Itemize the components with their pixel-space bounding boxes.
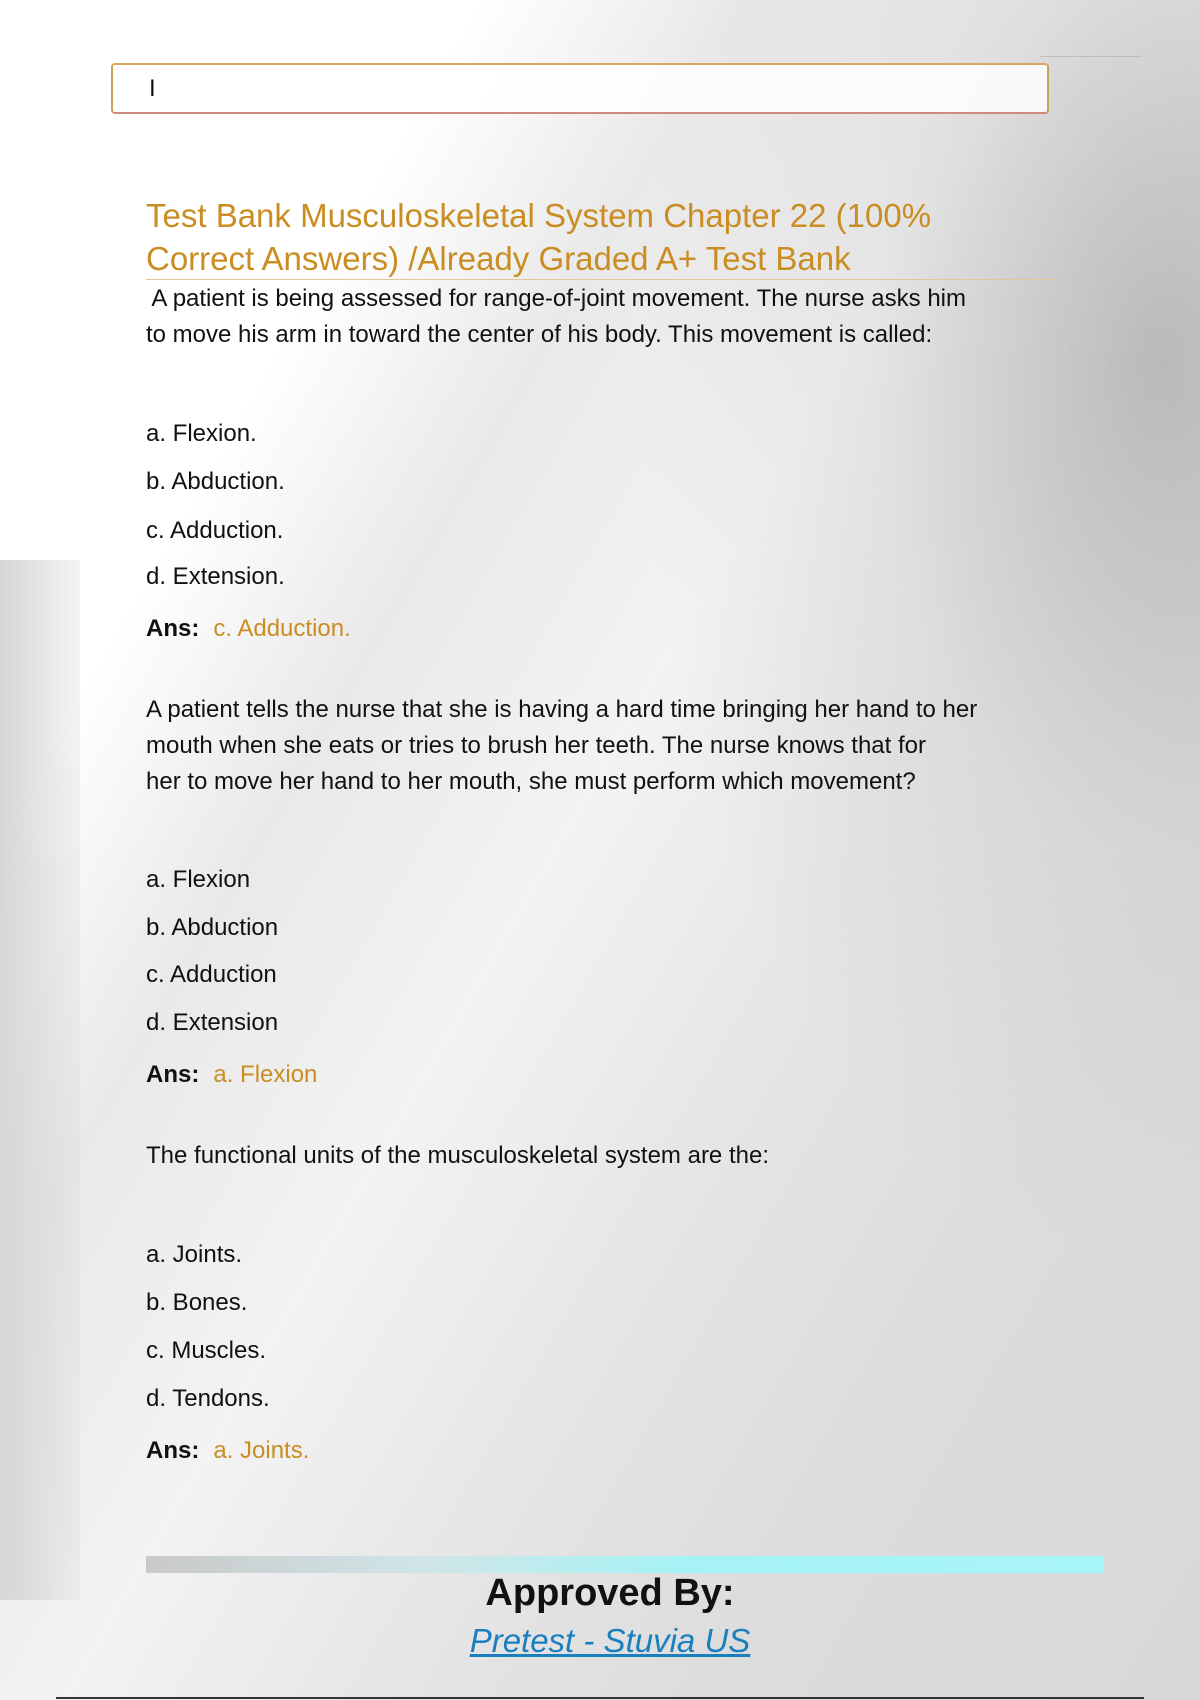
bottom-rule bbox=[56, 1697, 1144, 1699]
answer-value: c. Adduction. bbox=[213, 615, 351, 642]
question-line: mouth when she eats or tries to brush her teeth. The nurse knows that for bbox=[146, 732, 926, 759]
title-line-2: Correct Answers) /Already Graded A+ Test Bank bbox=[146, 240, 851, 277]
option-item: b. Abduction bbox=[146, 914, 279, 941]
footer-bar bbox=[146, 1556, 1104, 1573]
option-item: a. Flexion. bbox=[146, 420, 257, 447]
answer-value: a. Flexion bbox=[213, 1061, 318, 1088]
option-item: c. Muscles. bbox=[146, 1337, 267, 1364]
answer-value: a. Joints. bbox=[213, 1437, 310, 1464]
answer-label: Ans: bbox=[146, 1061, 200, 1088]
question-2-text bbox=[146, 692, 1066, 800]
question-3-text bbox=[146, 1138, 1066, 1174]
option-item: d. Tendons. bbox=[146, 1385, 270, 1412]
option-item: d. Extension bbox=[146, 1009, 279, 1036]
answer-label: Ans: bbox=[146, 615, 200, 642]
option-item: a. Joints. bbox=[146, 1241, 243, 1268]
question-line: to move his arm in toward the center of his body. This movement is called: bbox=[146, 321, 933, 348]
question-line: A patient tells the nurse that she is having a hard time bringing her hand to her bbox=[146, 696, 978, 723]
question-line: her to move her hand to her mouth, she must perform which movement? bbox=[146, 768, 916, 795]
answer-line bbox=[146, 1436, 309, 1466]
question-1-text bbox=[146, 281, 1066, 353]
document-title bbox=[146, 194, 1046, 280]
header-box bbox=[111, 63, 1049, 114]
header-box-mark: I bbox=[149, 75, 156, 102]
question-line: A patient is being assessed for range-of-joint movement. The nurse asks him bbox=[146, 285, 966, 312]
top-rule bbox=[1040, 56, 1142, 57]
option-item: c. Adduction bbox=[146, 961, 277, 988]
option-item: d. Extension. bbox=[146, 563, 285, 590]
option-item: b. Abduction. bbox=[146, 468, 285, 495]
title-rule bbox=[146, 279, 1058, 280]
page-curl-shadow bbox=[0, 560, 80, 1600]
answer-line bbox=[146, 614, 351, 644]
title-line-1: Test Bank Musculoskeletal System Chapter 22 (100% bbox=[146, 197, 932, 234]
option-item: b. Bones. bbox=[146, 1289, 248, 1316]
option-item: c. Adduction. bbox=[146, 517, 284, 544]
approver-link[interactable]: Pretest - Stuvia US bbox=[469, 1622, 751, 1659]
option-item: a. Flexion bbox=[146, 866, 251, 893]
answer-line bbox=[146, 1060, 317, 1090]
answer-label: Ans: bbox=[146, 1437, 200, 1464]
question-line: The functional units of the musculoskeletal system are the: bbox=[146, 1142, 769, 1169]
approved-by-heading: Approved By: bbox=[485, 1572, 735, 1614]
